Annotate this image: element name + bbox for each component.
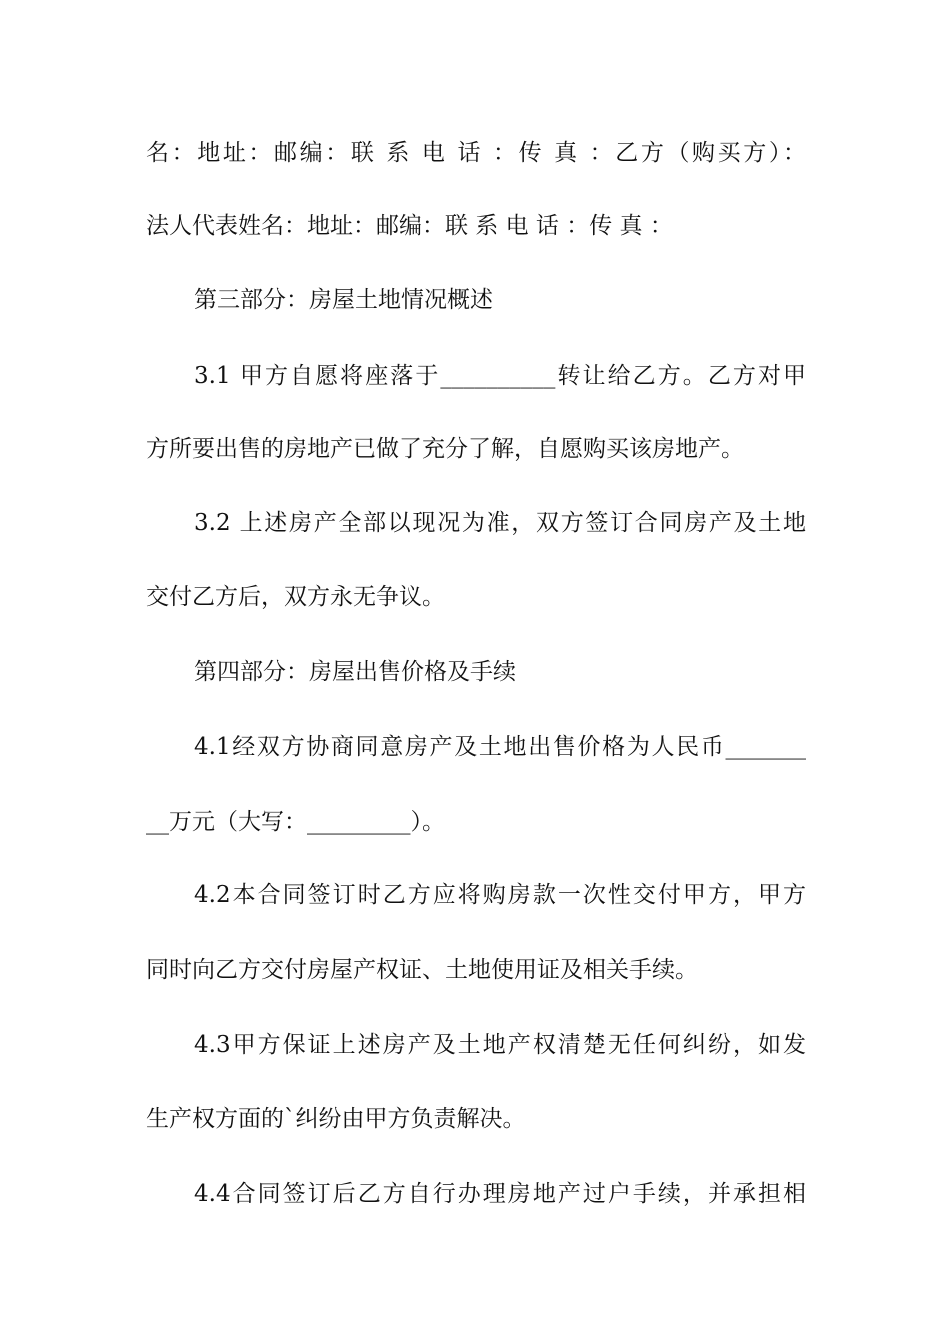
text-line-3-2a: 3.2 上述房产全部以现况为准，双方签订合同房产及土地 <box>194 510 806 536</box>
text-line-3-1a: 3.1 甲方自愿将座落于__________转让给乙方。乙方对甲 <box>194 363 806 389</box>
text-line-4-2a: 4.2本合同签订时乙方应将购房款一次性交付甲方，甲方 <box>194 882 806 908</box>
text-line-4-3b: 生产权方面的`纠纷由甲方负责解决。 <box>146 1106 526 1132</box>
text-line-4-1b: __万元（大写：_________）。 <box>146 809 445 835</box>
text-line-3-2b: 交付乙方后，双方永无争议。 <box>146 584 445 610</box>
text-line-4-2b: 同时向乙方交付房屋产权证、土地使用证及相关手续。 <box>146 957 698 983</box>
text-line-3-1b: 方所要出售的房地产已做了充分了解，自愿购买该房地产。 <box>146 436 744 462</box>
section-heading-4: 第四部分：房屋出售价格及手续 <box>194 659 516 685</box>
text-line-4-4a: 4.4合同签订后乙方自行办理房地产过户手续，并承担相 <box>194 1181 806 1207</box>
text-line-4-1a: 4.1经双方协商同意房产及土地出售价格为人民币_______ <box>194 734 806 760</box>
text-line-1: 名：地址：邮编：联 系 电 话 ：传 真 ：乙方（购买方）： <box>146 140 806 166</box>
text-line-2: 法人代表姓名：地址：邮编：联 系 电 话 ：传 真 ： <box>146 213 673 239</box>
text-line-4-3a: 4.3甲方保证上述房产及土地产权清楚无任何纠纷，如发 <box>194 1032 806 1058</box>
section-heading-3: 第三部分：房屋土地情况概述 <box>194 287 493 313</box>
